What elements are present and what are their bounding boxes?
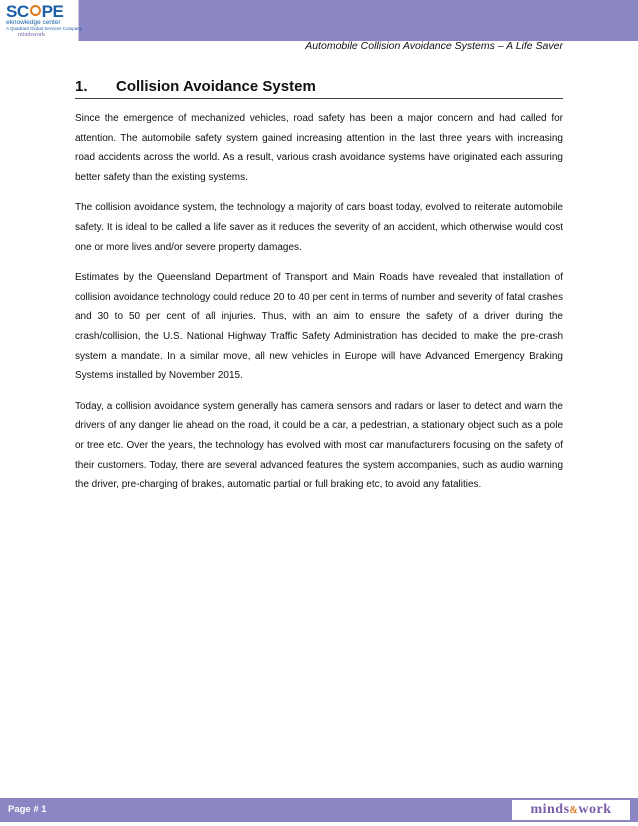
page-number: Page # 1 <box>8 804 47 815</box>
section-number: 1. <box>75 78 88 95</box>
running-head: Automobile Collision Avoidance Systems – A Life Saver <box>305 40 563 52</box>
footer-logo-left: minds <box>530 802 570 817</box>
logo-subtitle: eknowledge center <box>6 19 61 26</box>
section-title: Collision Avoidance System <box>116 78 316 95</box>
logo-main-b: PE <box>41 2 64 21</box>
section-body <box>75 78 563 506</box>
mindswork-logo <box>512 800 630 820</box>
section-heading <box>75 78 563 99</box>
header-band <box>0 0 638 41</box>
logo-tagline: A Quadrant Global Services Company <box>6 26 83 31</box>
footer-logo-right: work <box>578 802 612 817</box>
paragraph: Since the emergence of mechanized vehicles, road safety has been a major concern and had called for attention. The automobile safety system gained increasing attention in the last three years with increasing road accidents across the world. As a result, various crash avoidance systems have originated each assuring better safety than the existing systems. <box>75 113 563 183</box>
footer-logo-amp: & <box>569 805 579 816</box>
logo-mindswork: mindswork <box>18 32 45 38</box>
footer-band <box>0 798 638 822</box>
logo-ring-icon <box>30 5 41 16</box>
logo-main-a: SC <box>6 2 29 21</box>
paragraph: The collision avoidance system, the technology a majority of cars boast today, evolved to reiterate automobile safety. It is ideal to be called a life saver as it reduces the severity of an accident, which otherwise would cost one or more lives and/or severe property damages. <box>75 202 563 253</box>
scope-logo <box>0 0 83 41</box>
paragraph: Today, a collision avoidance system generally has camera sensors and radars or laser to detect and warn the drivers of any danger lie ahead on the road, it could be a car, a pedestrian, a stationary object such as a pole or tree etc. Over the years, the technology has evolved with most car manufacturers focusing on the safety of their customers. Today, there are several advanced features the system accompanies, such as audio warning the driver, pre-charging of brakes, automatic partial or full braking etc, to avoid any fatalities. <box>75 400 563 491</box>
paragraph: Estimates by the Queensland Department of Transport and Main Roads have revealed that installation of collision avoidance technology could reduce 20 to 40 per cent in terms of number and severity of fatal crashes and 30 to 50 per cent of all injuries. Thus, with an aim to ensure the safety of a driver during the crash/collision, the U.S. National Highway Traffic Safety Administration has decided to make the pre-crash system a mandate. In a similar move, all new vehicles in Europe will have Advanced Emergency Braking Systems installed by November 2015. <box>75 272 563 382</box>
